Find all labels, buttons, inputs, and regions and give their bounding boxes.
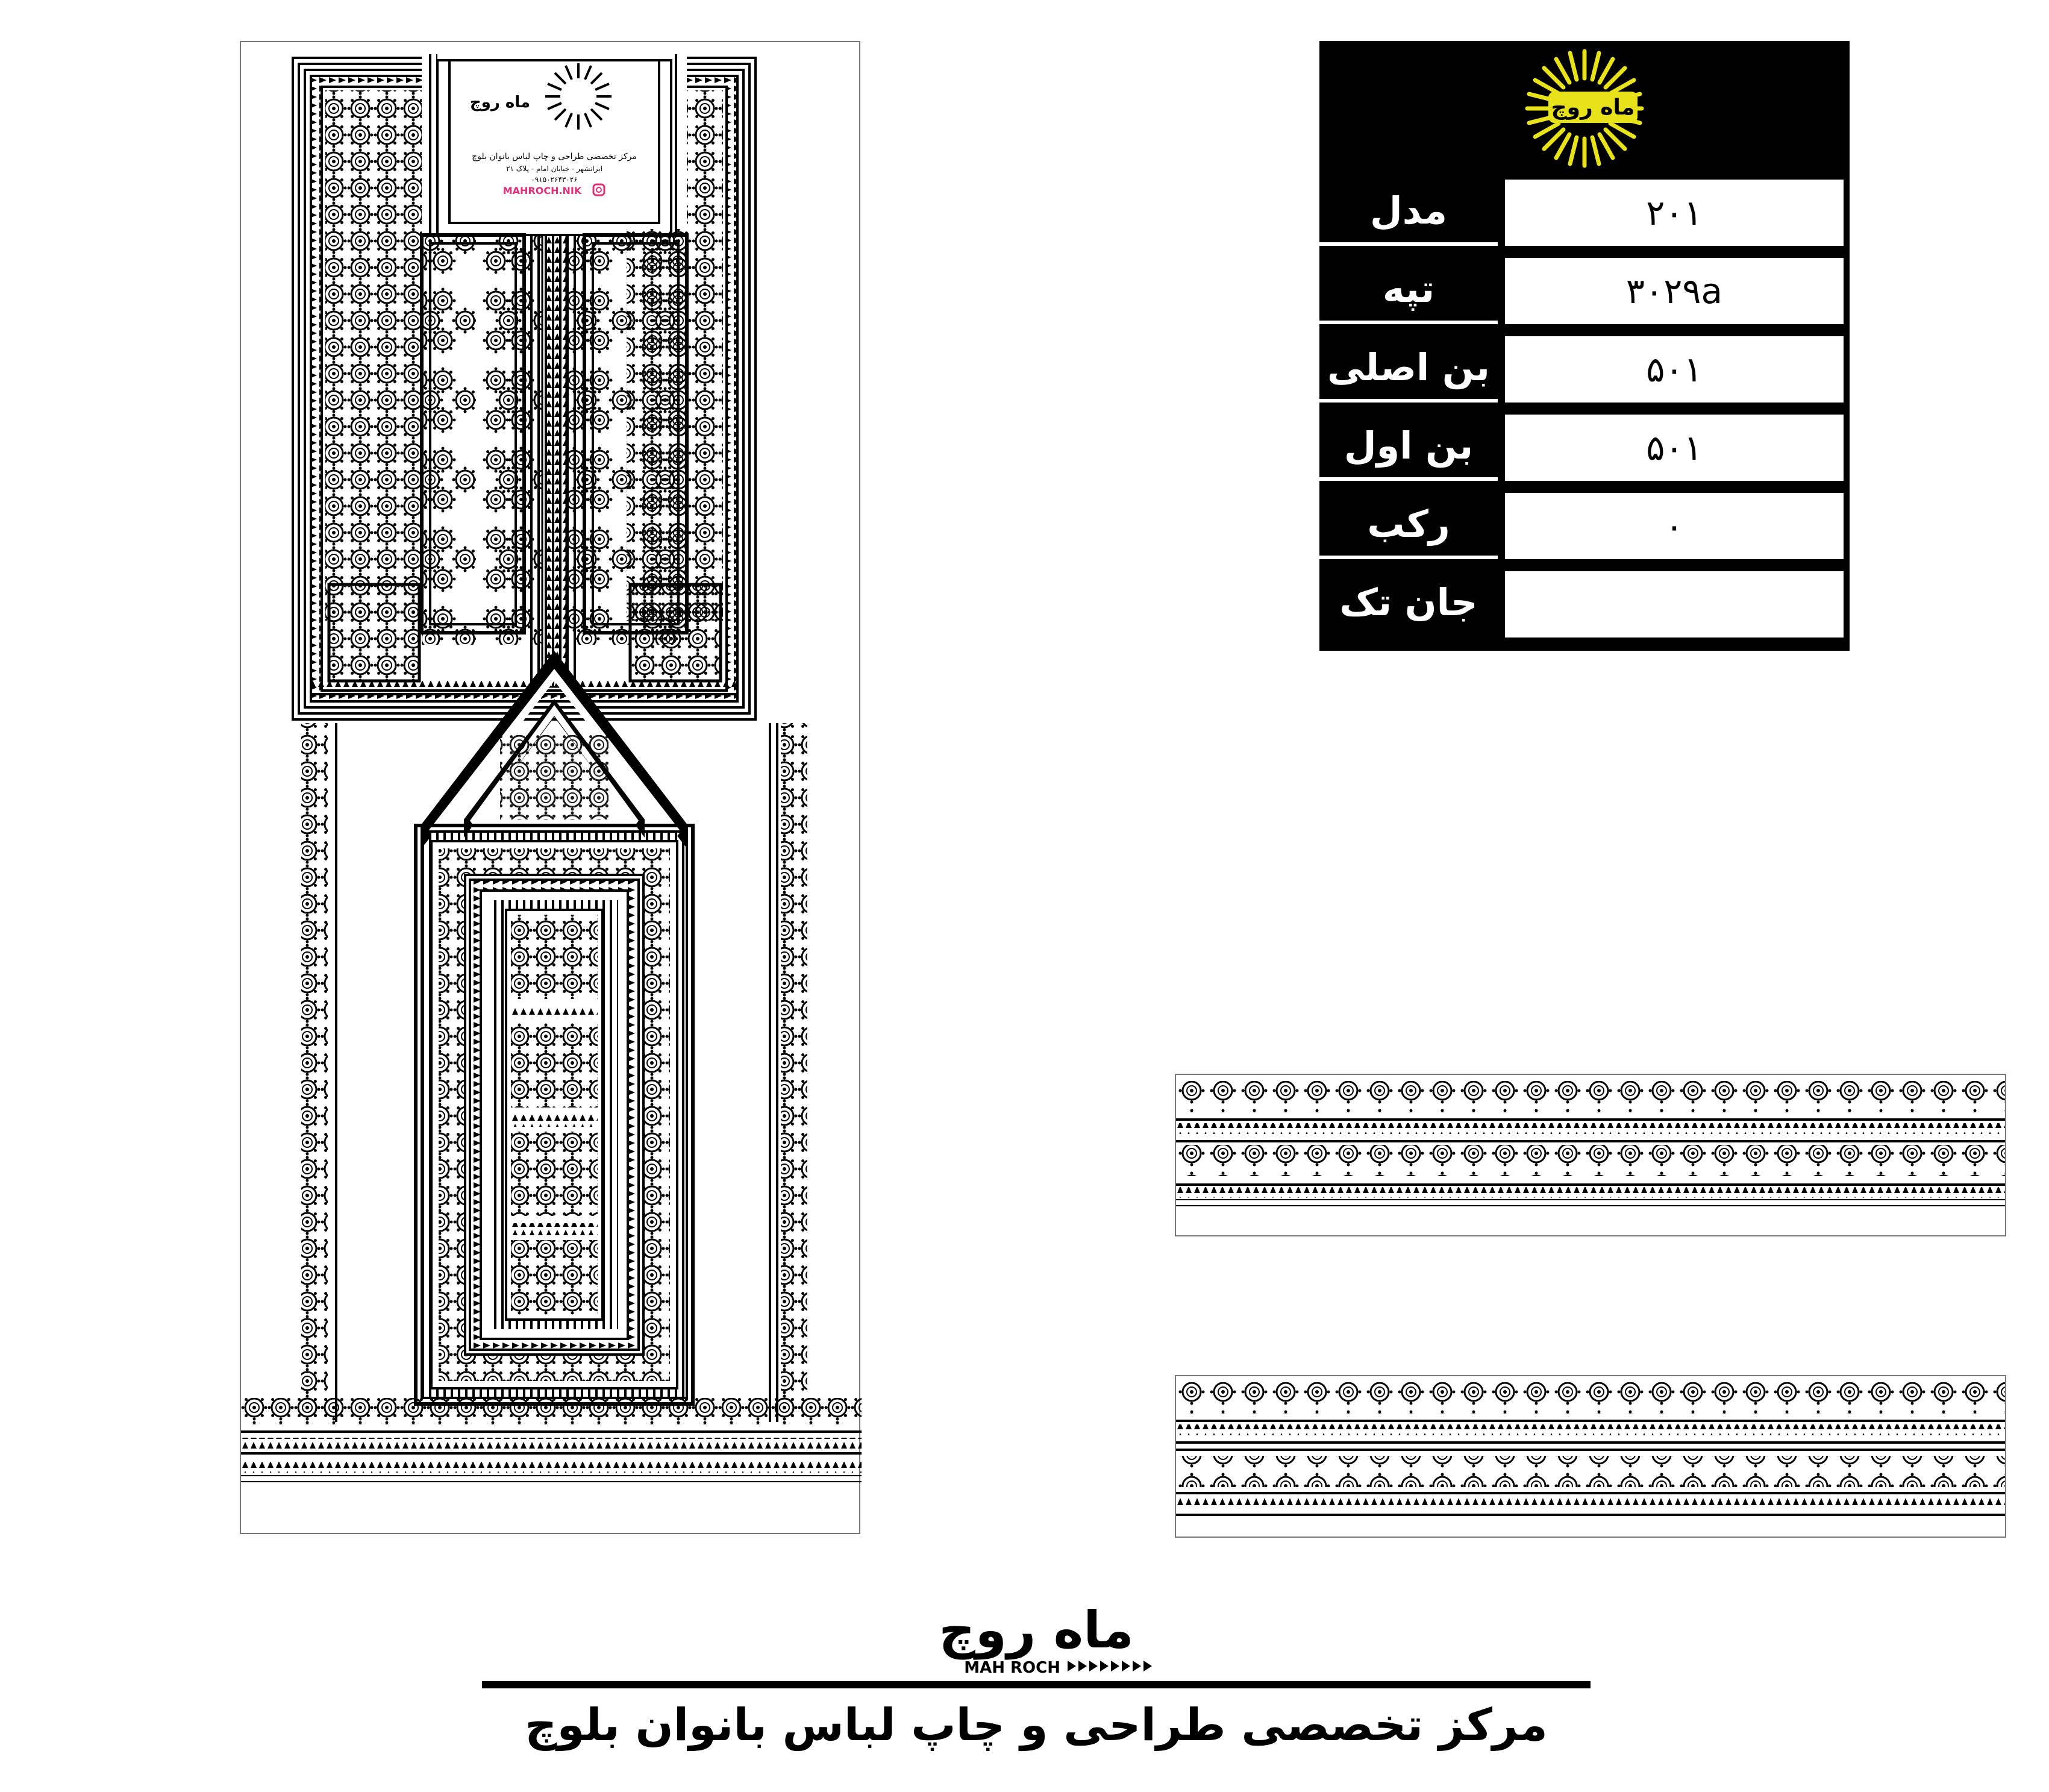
spec-label-model: مدل [1370, 188, 1447, 233]
spec-value-model: ۲۰۱ [1505, 180, 1844, 246]
spec-value-main-base: ۵۰۱ [1505, 336, 1844, 403]
front-panel [416, 826, 693, 1404]
hem-band [241, 1398, 862, 1482]
footer-brand-logo [910, 1596, 1163, 1680]
spec-row-main-base [1319, 331, 1850, 403]
spec-value-first-base: ۵۰۱ [1505, 415, 1844, 481]
spec-table-logo [1319, 41, 1850, 175]
neck-phone: ۰۹۱۵۰۲۶۴۳۰۲۶ [531, 175, 578, 184]
spec-label-rekab: رکب [1367, 501, 1450, 546]
spec-row-jantak [1319, 566, 1850, 638]
neck-label-line2: ایرانشهر - خیابان امام - پلاک ۲۱ [506, 164, 602, 173]
spec-label-jantak: جان تک [1339, 580, 1478, 624]
neck-label-line1: مرکز تخصصی طراحی و چاپ لباس بانوان بلوچ [472, 152, 637, 161]
sun-logo-icon [1319, 41, 1850, 175]
spec-row-rekab [1319, 488, 1850, 559]
footer-logo-latin: MAH ROCH [964, 1659, 1060, 1677]
footer-divider [482, 1681, 1591, 1688]
spec-row-tappeh [1319, 253, 1850, 324]
spec-table [1319, 41, 1850, 651]
garment-pattern-drawing [241, 42, 862, 1535]
sleeve-border-strip-1 [1175, 1074, 2006, 1236]
sleeve-border-strip-2 [1175, 1375, 2006, 1538]
spec-value-jantak [1505, 571, 1844, 638]
neck-logo-text: ماه روچ [469, 93, 531, 111]
spec-value-tappeh: ۳۰۲۹a [1505, 258, 1844, 324]
garment-pattern-panel [240, 41, 860, 1534]
arrow-decoration-icon [1068, 1661, 1152, 1671]
spec-value-rekab: ۰ [1505, 493, 1844, 559]
spec-label-tappeh: تپه [1382, 266, 1435, 311]
spec-label-main-base: بن اصلی [1327, 345, 1490, 389]
spec-label-first-base: بن اول [1344, 423, 1474, 468]
footer-logo-text: ماه روچ [939, 1600, 1134, 1659]
spec-row-first-base [1319, 410, 1850, 481]
instagram-handle: MAHROCH.NIK [502, 185, 582, 196]
spec-row-model [1319, 175, 1850, 246]
spec-logo-text: ماه روچ [1551, 95, 1635, 120]
footer-tagline: مرکز تخصصی طراحی و چاپ لباس بانوان بلوچ [525, 1699, 1548, 1751]
